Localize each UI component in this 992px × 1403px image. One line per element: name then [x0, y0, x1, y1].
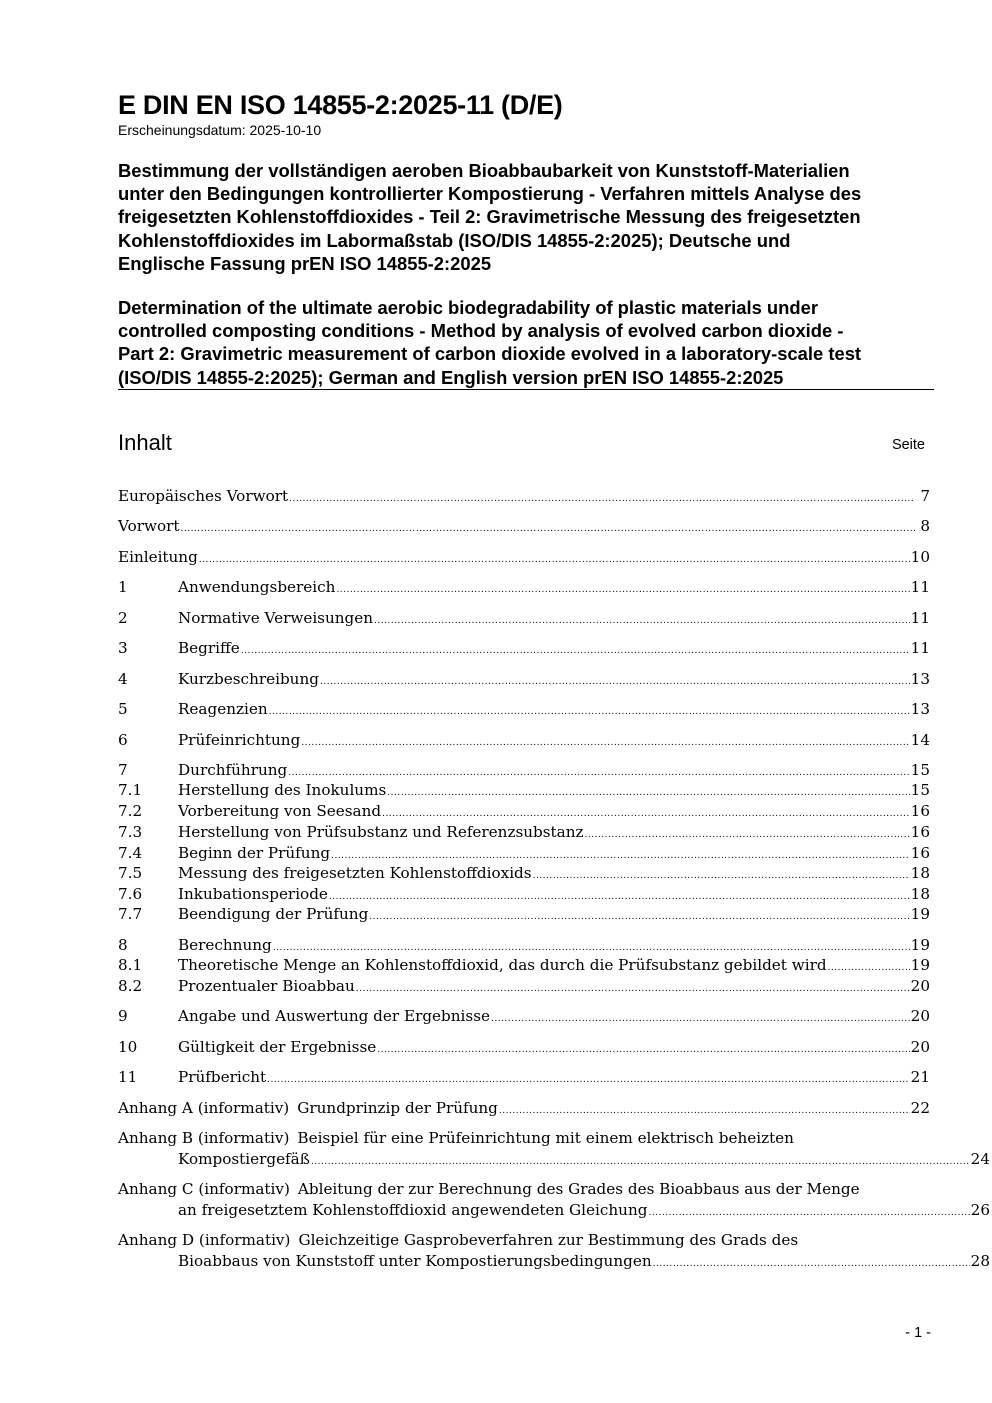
toc-entry[interactable] [118, 955, 930, 976]
toc-entry-number: 10 [118, 1038, 138, 1056]
toc-annex-line [118, 1098, 930, 1119]
page-number: - 1 - [905, 1325, 931, 1341]
toc-entry-page: 11 [910, 578, 930, 596]
toc-annex-title-continued: Bioabbaus von Kunststoff unter Kompostierungsbedingungen [178, 1252, 652, 1270]
toc-annex-title-continued: Kompostiergefäß [178, 1150, 310, 1168]
toc-entry-line [118, 608, 930, 629]
toc-entry-title: Beendigung der Prüfung [178, 905, 369, 923]
toc-entry[interactable] [118, 843, 930, 864]
toc-entry-title: Prüfbericht [178, 1068, 267, 1086]
toc-entry-number: 6 [118, 731, 128, 749]
toc-annex-label: Anhang A (informativ) [118, 1099, 290, 1117]
toc-entry-line [118, 822, 930, 843]
toc-annex-entry[interactable] [118, 1230, 990, 1272]
toc-entry-number: 11 [118, 1068, 138, 1086]
toc-entry-title: Inkubationsperiode [178, 885, 328, 903]
title-line: controlled composting conditions - Method by analysis of evolved carbon dioxide - [118, 320, 844, 342]
toc-annex-line [118, 1230, 930, 1251]
toc-dot-leader [301, 730, 909, 754]
toc-heading: Inhalt [118, 430, 172, 455]
toc-entry-page: 10 [910, 548, 930, 566]
toc-entry[interactable] [118, 516, 930, 537]
toc-entry-title: Theoretische Menge an Kohlenstoffdioxid, das durch die Prüfsubstanz gebildet wird [178, 956, 827, 974]
title-german [118, 159, 934, 275]
toc-entry-page: 24 [970, 1150, 990, 1168]
toc-entry-number: 7.3 [118, 823, 143, 841]
title-line: Englische Fassung prEN ISO 14855-2:2025 [118, 252, 492, 274]
toc-entry[interactable] [118, 1006, 930, 1027]
toc-entry-number: 7.5 [118, 864, 143, 882]
toc-entry-page: 20 [910, 1038, 930, 1056]
toc-annex-label: Anhang D (informativ) [118, 1231, 291, 1249]
toc-entry-page: 26 [970, 1201, 990, 1219]
toc-entry-page: 16 [910, 802, 930, 820]
toc-entry[interactable] [118, 976, 930, 997]
toc-entry-title: Herstellung des Inokulums [178, 781, 387, 799]
toc-entry-line [118, 486, 930, 507]
title-divider [118, 389, 934, 390]
toc-dot-leader [499, 1098, 910, 1122]
toc-entry-title: Beginn der Prüfung [178, 844, 331, 862]
toc-dot-leader [199, 547, 910, 571]
toc-entry-title: Messung des freigesetzten Kohlenstoffdioxids [178, 864, 532, 882]
toc-entry-number: 7.7 [118, 905, 143, 923]
toc-annex-label: Anhang C (informativ) [118, 1180, 290, 1198]
toc-entry-page: 19 [910, 905, 930, 923]
toc-entry-title: Durchführung [178, 761, 288, 779]
toc-entry-page: 22 [910, 1099, 930, 1117]
title-line: Part 2: Gravimetric measurement of carbon dioxide evolved in a laboratory-scale test [118, 343, 862, 365]
toc-entry-title: Gültigkeit der Ergebnisse [178, 1038, 377, 1056]
toc-dot-leader [377, 1037, 909, 1061]
toc-entry-page: 16 [910, 823, 930, 841]
toc-entry-number: 7.2 [118, 802, 143, 820]
toc-dot-leader [267, 1067, 910, 1091]
toc-entry-page: 15 [910, 781, 930, 799]
document-id: E DIN EN ISO 14855-2:2025-11 (D/E) [118, 90, 563, 120]
toc-dot-leader [491, 1006, 910, 1030]
toc-annex-label: Anhang B (informativ) [118, 1129, 290, 1147]
toc-entry-number: 7.4 [118, 844, 143, 862]
toc-dot-leader [180, 516, 915, 540]
toc-entry-title: Herstellung von Prüfsubstanz und Referenzsubstanz [178, 823, 584, 841]
toc-entry-title: Anwendungsbereich [178, 578, 336, 596]
toc-entry-page: 14 [910, 731, 930, 749]
toc-entry-number: 2 [118, 609, 128, 627]
title-line: unter den Bedingungen kontrollierter Kompostierung - Verfahren mittels Analyse des [118, 183, 862, 205]
toc-entry[interactable] [118, 608, 930, 629]
toc-entry[interactable] [118, 863, 930, 884]
toc-entry-line [118, 935, 930, 956]
title-english [118, 296, 934, 389]
toc-annex-line [118, 1149, 990, 1170]
issue-date: Erscheinungsdatum: 2025-10-10 [118, 122, 322, 138]
toc-entry[interactable] [118, 547, 930, 568]
toc-entry[interactable] [118, 760, 930, 781]
toc-entry-line [118, 780, 930, 801]
toc-entry[interactable] [118, 822, 930, 843]
toc-entry-title: Begriffe [178, 639, 240, 657]
toc-entry-page: 19 [910, 936, 930, 954]
toc-entry-page: 8 [920, 517, 930, 535]
toc-entry-number: 8 [118, 936, 128, 954]
toc-annex-entry[interactable] [118, 1098, 930, 1119]
toc-entry-page: 7 [920, 487, 930, 505]
toc-entry-page: 13 [910, 700, 930, 718]
toc-dot-leader [289, 486, 915, 510]
toc-entry[interactable] [118, 780, 930, 801]
toc-entry[interactable] [118, 904, 930, 925]
toc-entry-title: Europäisches Vorwort [118, 487, 289, 505]
toc-entry-line [118, 904, 930, 925]
toc-entry[interactable] [118, 1067, 930, 1088]
toc-annex-entry[interactable] [118, 1179, 990, 1221]
toc-entry-number: 1 [118, 578, 128, 596]
toc-annex-title: Beispiel für eine Prüfeinrichtung mit einem elektrisch beheizten [297, 1129, 794, 1147]
toc-entry-number: 8.1 [118, 956, 143, 974]
toc-entry-line [118, 638, 930, 659]
toc-dot-leader [241, 638, 910, 662]
toc-entry-number: 9 [118, 1007, 128, 1025]
toc-entry-line [118, 884, 930, 905]
toc-entry-line [118, 1067, 930, 1088]
title-line: Bestimmung der vollständigen aeroben Bioabbaubarkeit von Kunststoff-Materialien [118, 160, 850, 181]
toc-entry-page: 20 [910, 1007, 930, 1025]
toc-entry-page: 11 [910, 609, 930, 627]
title-line: freigesetzten Kohlenstoffdioxides - Teil 2: Gravimetrische Messung des freigesetzten [118, 206, 861, 228]
toc-entry-page: 19 [910, 956, 930, 974]
toc-annex-line [118, 1251, 990, 1272]
toc-entry[interactable] [118, 577, 930, 598]
toc-entry-title: Vorwort [118, 517, 180, 535]
toc-entry-line [118, 547, 930, 568]
title-line: (ISO/DIS 14855-2:2025); German and English version prEN ISO 14855-2:2025 [118, 366, 784, 388]
toc-annex-line [118, 1200, 990, 1221]
toc-dot-leader [369, 904, 909, 928]
toc-entry[interactable] [118, 669, 930, 690]
toc-entry[interactable] [118, 638, 930, 659]
toc-entry-line [118, 699, 930, 720]
toc-entry-page: 28 [970, 1252, 990, 1270]
toc-entry[interactable] [118, 935, 930, 956]
toc-entry-title: Vorbereitung von Seesand [178, 802, 382, 820]
toc-dot-leader [269, 699, 910, 723]
title-line: Kohlenstoffdioxides im Labormaßstab (ISO/DIS 14855-2:2025); Deutsche und [118, 229, 791, 251]
toc-entry-line [118, 801, 930, 822]
toc-dot-leader [320, 669, 910, 693]
toc-entry-line [118, 955, 930, 976]
toc-entry-title: Normative Verweisungen [178, 609, 374, 627]
toc-entry-title: Einleitung [118, 548, 198, 566]
toc-annex-line [118, 1128, 930, 1149]
toc-entry-number: 4 [118, 670, 128, 688]
toc-entry-page: 13 [910, 670, 930, 688]
toc-entry-page: 21 [910, 1068, 930, 1086]
toc-entry-page: 20 [910, 977, 930, 995]
toc-dot-leader [356, 976, 910, 1000]
toc-annex-entry[interactable] [118, 1128, 990, 1170]
toc-entry-line [118, 669, 930, 690]
toc-entry-line [118, 760, 930, 781]
toc-annex-title-continued: an freigesetztem Kohlenstoffdioxid angewendeten Gleichung [178, 1201, 648, 1219]
toc-entry-page: 18 [910, 864, 930, 882]
toc-page-label: Seite [891, 437, 925, 453]
toc-entry-line [118, 516, 930, 537]
toc-entry-line [118, 863, 930, 884]
toc-entry-number: 7.6 [118, 885, 143, 903]
toc-entry-line [118, 577, 930, 598]
toc-annex-line [118, 1179, 930, 1200]
toc-entry[interactable] [118, 730, 930, 751]
toc-entry[interactable] [118, 884, 930, 905]
toc-entry-number: 7.1 [118, 781, 143, 799]
toc-entry-line [118, 976, 930, 997]
toc-entry[interactable] [118, 1037, 930, 1058]
toc-dot-leader [374, 608, 910, 632]
toc-entry[interactable] [118, 801, 930, 822]
toc-entry[interactable] [118, 486, 930, 507]
toc-entry-page: 11 [910, 639, 930, 657]
toc-entry-line [118, 843, 930, 864]
toc-dot-leader [311, 1149, 970, 1173]
toc-entry-number: 7 [118, 761, 128, 779]
toc-entry-title: Prozentualer Bioabbau [178, 977, 355, 995]
toc-dot-leader [653, 1251, 970, 1275]
toc-entry-line [118, 1006, 930, 1027]
toc-entry-number: 5 [118, 700, 128, 718]
toc-entry-line [118, 1037, 930, 1058]
toc-entry-page: 18 [910, 885, 930, 903]
toc-annex-title: Gleichzeitige Gasprobeverfahren zur Bestimmung des Grads des [298, 1231, 799, 1249]
toc-entry-title: Angabe und Auswertung der Ergebnisse [178, 1007, 490, 1025]
toc-dot-leader [336, 577, 909, 601]
title-line: Determination of the ultimate aerobic biodegradability of plastic materials under [118, 297, 819, 318]
toc-entry-line [118, 730, 930, 751]
toc-entry-number: 8.2 [118, 977, 143, 995]
toc-annex-title: Grundprinzip der Prüfung [297, 1099, 498, 1117]
toc-entry-title: Kurzbeschreibung [178, 670, 319, 688]
toc-entry-page: 16 [910, 844, 930, 862]
toc-entry-number: 3 [118, 639, 128, 657]
toc-entry[interactable] [118, 699, 930, 720]
toc-entry-page: 15 [910, 761, 930, 779]
toc-annex-title: Ableitung der zur Berechnung des Grades des Bioabbaus aus der Menge [297, 1180, 860, 1198]
toc-dot-leader [648, 1200, 969, 1224]
toc-entry-title: Reagenzien [178, 700, 268, 718]
toc-entry-title: Prüfeinrichtung [178, 731, 301, 749]
toc-entry-title: Berechnung [178, 936, 272, 954]
